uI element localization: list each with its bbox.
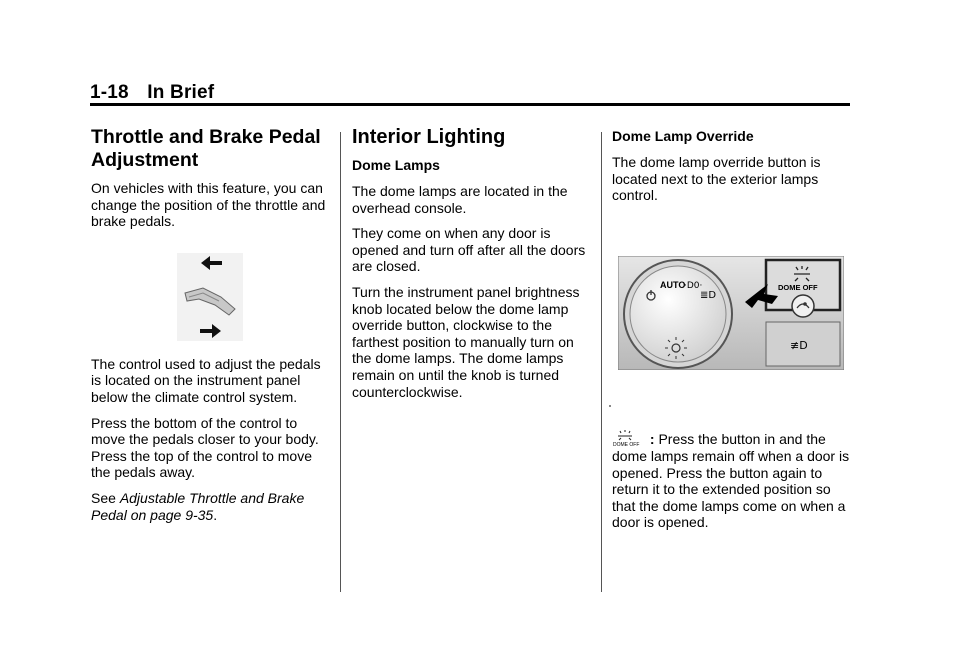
headlamp-icon (700, 290, 716, 301)
dome-knob: Turn the instrument panel brightness knob located below the dome lamp override button, clockwise to the farthest position to manually turn on the dome lamps. The dome lamps remain on until the knob is turned counterclockwise. (352, 283, 580, 400)
dome-off-icon (612, 430, 646, 448)
column-interior-lighting (352, 126, 592, 409)
pedal-control-figure (177, 253, 243, 341)
throttle-usage: Press the bottom of the control to move the pedals closer to your body. Press the top of the control to move the pedals away. (91, 414, 319, 481)
svg-text:·D0·: ·D0· (684, 281, 703, 291)
svg-text:≣D: ≣D (700, 290, 717, 301)
svg-text:≢D: ≢D (790, 339, 808, 352)
dome-location: The dome lamps are located in the overhead console. (352, 183, 568, 216)
override-description: Press the button in and the dome lamps remain off when a door is opened. Press the button again to return it to the extended position so that the dome lamps come on when a door is opened. (612, 431, 850, 531)
throttle-location: The control used to adjust the pedals is located on the instrument panel below the climate control system. (91, 355, 321, 405)
section-title: In Brief (147, 82, 215, 103)
override-location: The dome lamp override button is located next to the exterior lamps control. (612, 154, 821, 204)
figure-marker (609, 405, 611, 407)
page-header (90, 82, 850, 104)
column-divider (601, 132, 602, 592)
column-dome-override (612, 128, 852, 213)
throttle-intro: On vehicles with this feature, you can change the position of the throttle and brake pedals. (91, 180, 326, 230)
heading-dome-override: Dome Lamp Override (612, 128, 754, 144)
column-throttle (91, 126, 331, 532)
svg-text:DOME OFF: DOME OFF (613, 442, 640, 448)
page-number: 1-18 (90, 82, 129, 103)
dome-off-label: DOME OFF (778, 283, 818, 292)
heading-throttle: Throttle and Brake Pedal Adjustment (91, 126, 321, 171)
dome-override-figure (618, 256, 844, 370)
header-rule (90, 103, 850, 106)
cross-reference: Adjustable Throttle and Brake Pedal on page 9-35 (91, 489, 305, 523)
heading-dome-lamps: Dome Lamps (352, 157, 440, 173)
heading-interior-lighting: Interior Lighting (352, 126, 506, 148)
dome-behavior: They come on when any door is opened and turn off after all the doors are closed. (352, 225, 586, 275)
auto-label: AUTO (660, 280, 686, 290)
fog-lamp-icon (790, 339, 808, 352)
throttle-see: See Adjustable Throttle and Brake Pedal on page 9-35. (91, 489, 305, 523)
column-divider (340, 132, 341, 592)
override-instructions: DOME OFF : Press the button in and the dome lamps remain off when a door is opened. Press the button again to return it to the extended position so that the dome lamps come on when a door is opened. (612, 431, 850, 531)
